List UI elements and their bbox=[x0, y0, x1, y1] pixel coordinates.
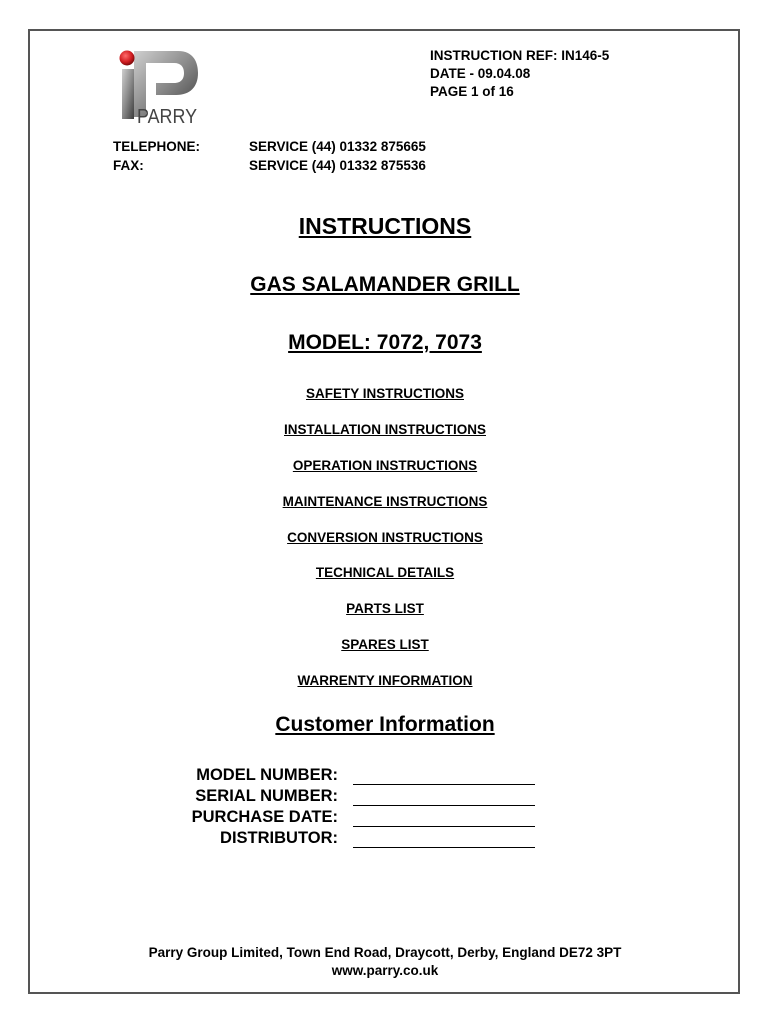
contents-item-technical[interactable]: TECHNICAL DETAILS bbox=[315, 565, 455, 581]
purchase-date-field bbox=[150, 806, 535, 827]
contents-item-operation[interactable]: OPERATION INSTRUCTIONS bbox=[292, 457, 478, 473]
contents-item-conversion[interactable]: CONVERSION INSTRUCTIONS bbox=[287, 529, 483, 545]
purchase-date-line[interactable] bbox=[353, 811, 535, 827]
instruction-ref: INSTRUCTION REF: IN146-5 bbox=[430, 48, 610, 63]
footer-address: Parry Group Limited, Town End Road, Draycott, Derby, England DE72 3PT bbox=[148, 945, 622, 960]
contents-item-safety[interactable]: SAFETY INSTRUCTIONS bbox=[305, 386, 464, 401]
fax-row bbox=[113, 156, 426, 175]
contents-item-warranty[interactable]: WARRENTY INFORMATION bbox=[297, 673, 473, 689]
footer bbox=[0, 944, 770, 980]
serial-number-line[interactable] bbox=[353, 790, 535, 806]
customer-info-heading: Customer Information bbox=[275, 713, 495, 736]
contents-list bbox=[0, 383, 770, 706]
model-heading: MODEL: 7072, 7073 bbox=[288, 331, 482, 354]
telephone-label: TELEPHONE: bbox=[113, 139, 201, 154]
telephone-value: SERVICE (44) 01332 875665 bbox=[249, 139, 426, 154]
distributor-label: DISTRIBUTOR: bbox=[220, 829, 338, 847]
footer-website[interactable]: www.parry.co.uk bbox=[331, 963, 439, 978]
model-number-field bbox=[150, 764, 535, 785]
contents-item-parts[interactable]: PARTS LIST bbox=[346, 601, 424, 617]
model-number-label: MODEL NUMBER: bbox=[196, 766, 338, 784]
telephone-row bbox=[113, 137, 426, 156]
contact-block bbox=[113, 137, 426, 175]
page-number: PAGE 1 of 16 bbox=[430, 84, 514, 99]
model-number-line[interactable] bbox=[353, 769, 535, 785]
reference-block bbox=[430, 47, 609, 101]
purchase-date-label: PURCHASE DATE: bbox=[191, 808, 338, 826]
distributor-field bbox=[150, 827, 535, 848]
product-heading: GAS SALAMANDER GRILL bbox=[250, 273, 520, 296]
contents-item-maintenance[interactable]: MAINTENANCE INSTRUCTIONS bbox=[282, 493, 488, 509]
parry-logo bbox=[118, 47, 200, 125]
contents-item-installation[interactable]: INSTALLATION INSTRUCTIONS bbox=[284, 421, 486, 437]
fax-label: FAX: bbox=[113, 158, 144, 173]
instructions-heading: INSTRUCTIONS bbox=[298, 213, 472, 239]
logo-text: PARRY bbox=[137, 106, 197, 125]
customer-fields bbox=[150, 764, 535, 848]
contents-item-spares[interactable]: SPARES LIST bbox=[341, 637, 429, 653]
fax-value: SERVICE (44) 01332 875536 bbox=[249, 158, 426, 173]
date: DATE - 09.04.08 bbox=[430, 66, 531, 81]
distributor-line[interactable] bbox=[353, 832, 535, 848]
serial-number-label: SERIAL NUMBER: bbox=[195, 787, 338, 805]
serial-number-field bbox=[150, 785, 535, 806]
